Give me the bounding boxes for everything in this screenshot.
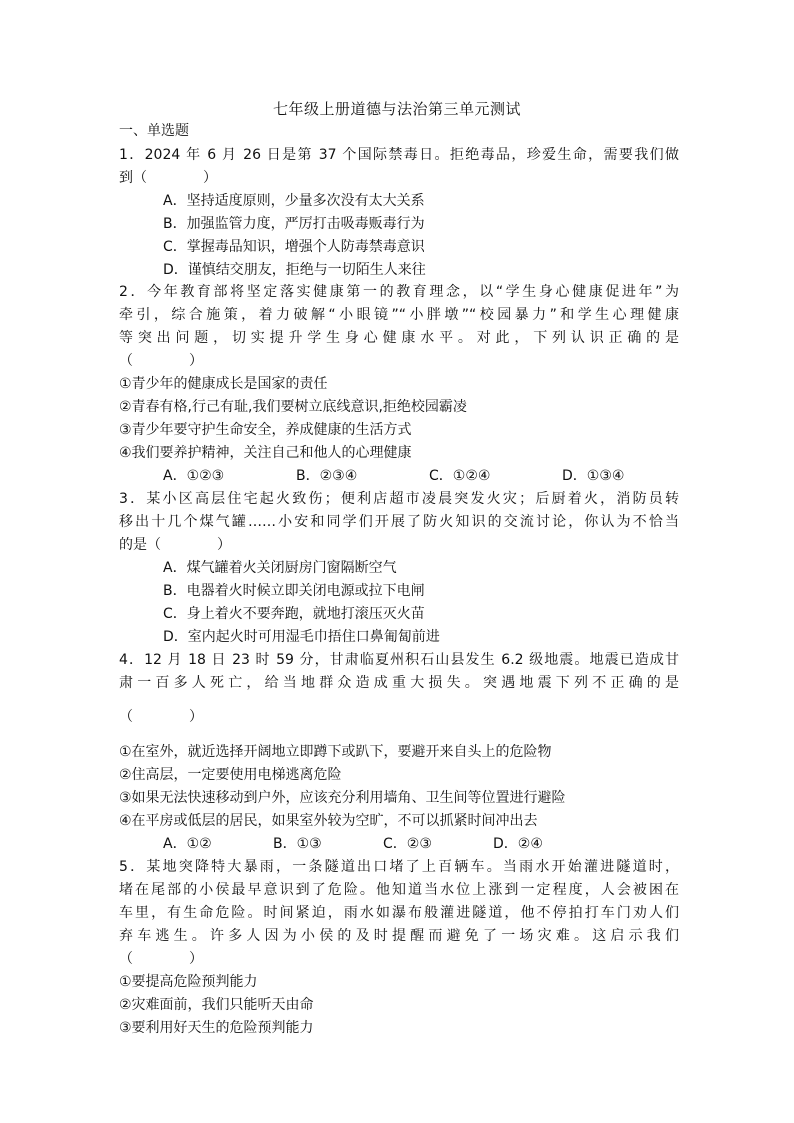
q3-stem-line-2: 移出十几个煤气罐……小安和同学们开展了防火知识的交流讨论，你认为不恰当 bbox=[119, 514, 679, 530]
q4-stem-line-3: （ ） bbox=[119, 709, 203, 725]
q4-option-c: C．②③ bbox=[383, 836, 432, 852]
q5-stem-line-5: （ ） bbox=[119, 951, 203, 967]
q1-stem-line-1: 1．2024 年 6 月 26 日是第 37 个国际禁毒日。拒绝毒品，珍爱生命，需要我们做 bbox=[119, 147, 679, 163]
q2-stem-line-4: （ ） bbox=[119, 353, 203, 369]
q1-stem-line-2: 到（ ） bbox=[119, 170, 217, 186]
q3-stem-line-1: 3．某小区高层住宅起火致伤；便利店超市凌晨突发火灾；后厨着火，消防员转 bbox=[119, 491, 679, 507]
q5-stem-line-2: 堵在尾部的小侯最早意识到了危险。他知道当水位上涨到一定程度，人会被困在 bbox=[119, 882, 679, 898]
q3-option-d: D．室内起火时可用湿毛巾捂住口鼻匍匐前进 bbox=[163, 629, 440, 645]
q2-options-row bbox=[163, 466, 683, 486]
q5-statement-3: ③要利用好天生的危险预判能力 bbox=[119, 1020, 314, 1036]
q2-statement-2: ②青春有格,行己有耻,我们要树立底线意识,拒绝校园霸凌 bbox=[119, 399, 467, 415]
q3-option-c: C．身上着火不要奔跑，就地打滚压灭火苗 bbox=[163, 606, 425, 622]
q1-option-d: D．谨慎结交朋友，拒绝与一切陌生人来往 bbox=[163, 262, 426, 278]
q4-statement-1: ①在室外，就近选择开阔地立即蹲下或趴下，要避开来自头上的危险物 bbox=[119, 744, 552, 760]
q4-statement-3: ③如果无法快速移动到户外，应该充分利用墙角、卫生间等位置进行避险 bbox=[119, 790, 566, 806]
q4-option-b: B．①③ bbox=[273, 836, 322, 852]
q4-stem-line-1: 4．12 月 18 日 23 时 59 分，甘肃临夏州积石山县发生 6.2 级地震。地震已造成甘 bbox=[119, 652, 679, 668]
q1-option-b: B．加强监管力度，严厉打击吸毒贩毒行为 bbox=[163, 216, 425, 232]
q2-statement-4: ④我们要养护精神，关注自己和他人的心理健康 bbox=[119, 445, 412, 461]
q1-option-a: A．坚持适度原则，少量多次没有太大关系 bbox=[163, 193, 425, 209]
q2-option-c: C．①②④ bbox=[429, 468, 491, 484]
q5-stem-line-1: 5．某地突降特大暴雨，一条隧道出口堵了上百辆车。当雨水开始灌进隧道时， bbox=[119, 859, 679, 875]
q4-option-a: A．①② bbox=[163, 836, 212, 852]
q2-statement-1: ①青少年的健康成长是国家的责任 bbox=[119, 376, 328, 392]
q3-option-a: A．煤气罐着火关闭厨房门窗隔断空气 bbox=[163, 560, 397, 576]
q5-statement-1: ①要提高危险预判能力 bbox=[119, 974, 258, 990]
q2-option-d: D．①③④ bbox=[562, 468, 625, 484]
q4-option-d: D．②④ bbox=[493, 836, 543, 852]
q2-stem-line-3: 等突出问题，切实提升学生身心健康水平。对此，下列认识正确的是 bbox=[119, 330, 679, 346]
q4-options-row bbox=[163, 834, 683, 854]
q2-statement-3: ③青少年要守护生命安全，养成健康的生活方式 bbox=[119, 422, 412, 438]
q3-option-b: B．电器着火时候立即关闭电源或拉下电闸 bbox=[163, 583, 425, 599]
q3-stem-line-3: 的是（ ） bbox=[119, 537, 231, 553]
q4-statement-2: ②住高层，一定要使用电梯逃离危险 bbox=[119, 767, 342, 783]
q5-stem-line-3: 车里，有生命危险。时间紧迫，雨水如瀑布般灌进隧道，他不停拍打车门劝人们 bbox=[119, 905, 679, 921]
q2-stem-line-2: 牵引，综合施策，着力破解“小眼镜”“小胖墩”“校园暴力”和学生心理健康 bbox=[119, 307, 679, 323]
page-title: 七年级上册道德与法治第三单元测试 bbox=[272, 100, 521, 118]
q4-statement-4: ④在平房或低层的居民，如果室外较为空旷，不可以抓紧时间冲出去 bbox=[119, 813, 538, 829]
q2-stem-line-1: 2．今年教育部将坚定落实健康第一的教育理念，以“学生身心健康促进年”为 bbox=[119, 284, 679, 300]
q2-option-a: A．①②③ bbox=[163, 468, 225, 484]
q2-option-b: B．②③④ bbox=[296, 468, 358, 484]
q5-stem-line-4: 弃车逃生。许多人因为小侯的及时提醒而避免了一场灾难。这启示我们 bbox=[119, 928, 679, 944]
q4-stem-line-2: 肃一百多人死亡，给当地群众造成重大损失。突遇地震下列不正确的是 bbox=[119, 675, 679, 691]
section-heading: 一、单选题 bbox=[119, 123, 189, 139]
q5-statement-2: ②灾难面前，我们只能听天由命 bbox=[119, 997, 314, 1013]
q1-option-c: C．掌握毒品知识，增强个人防毒禁毒意识 bbox=[163, 239, 425, 255]
